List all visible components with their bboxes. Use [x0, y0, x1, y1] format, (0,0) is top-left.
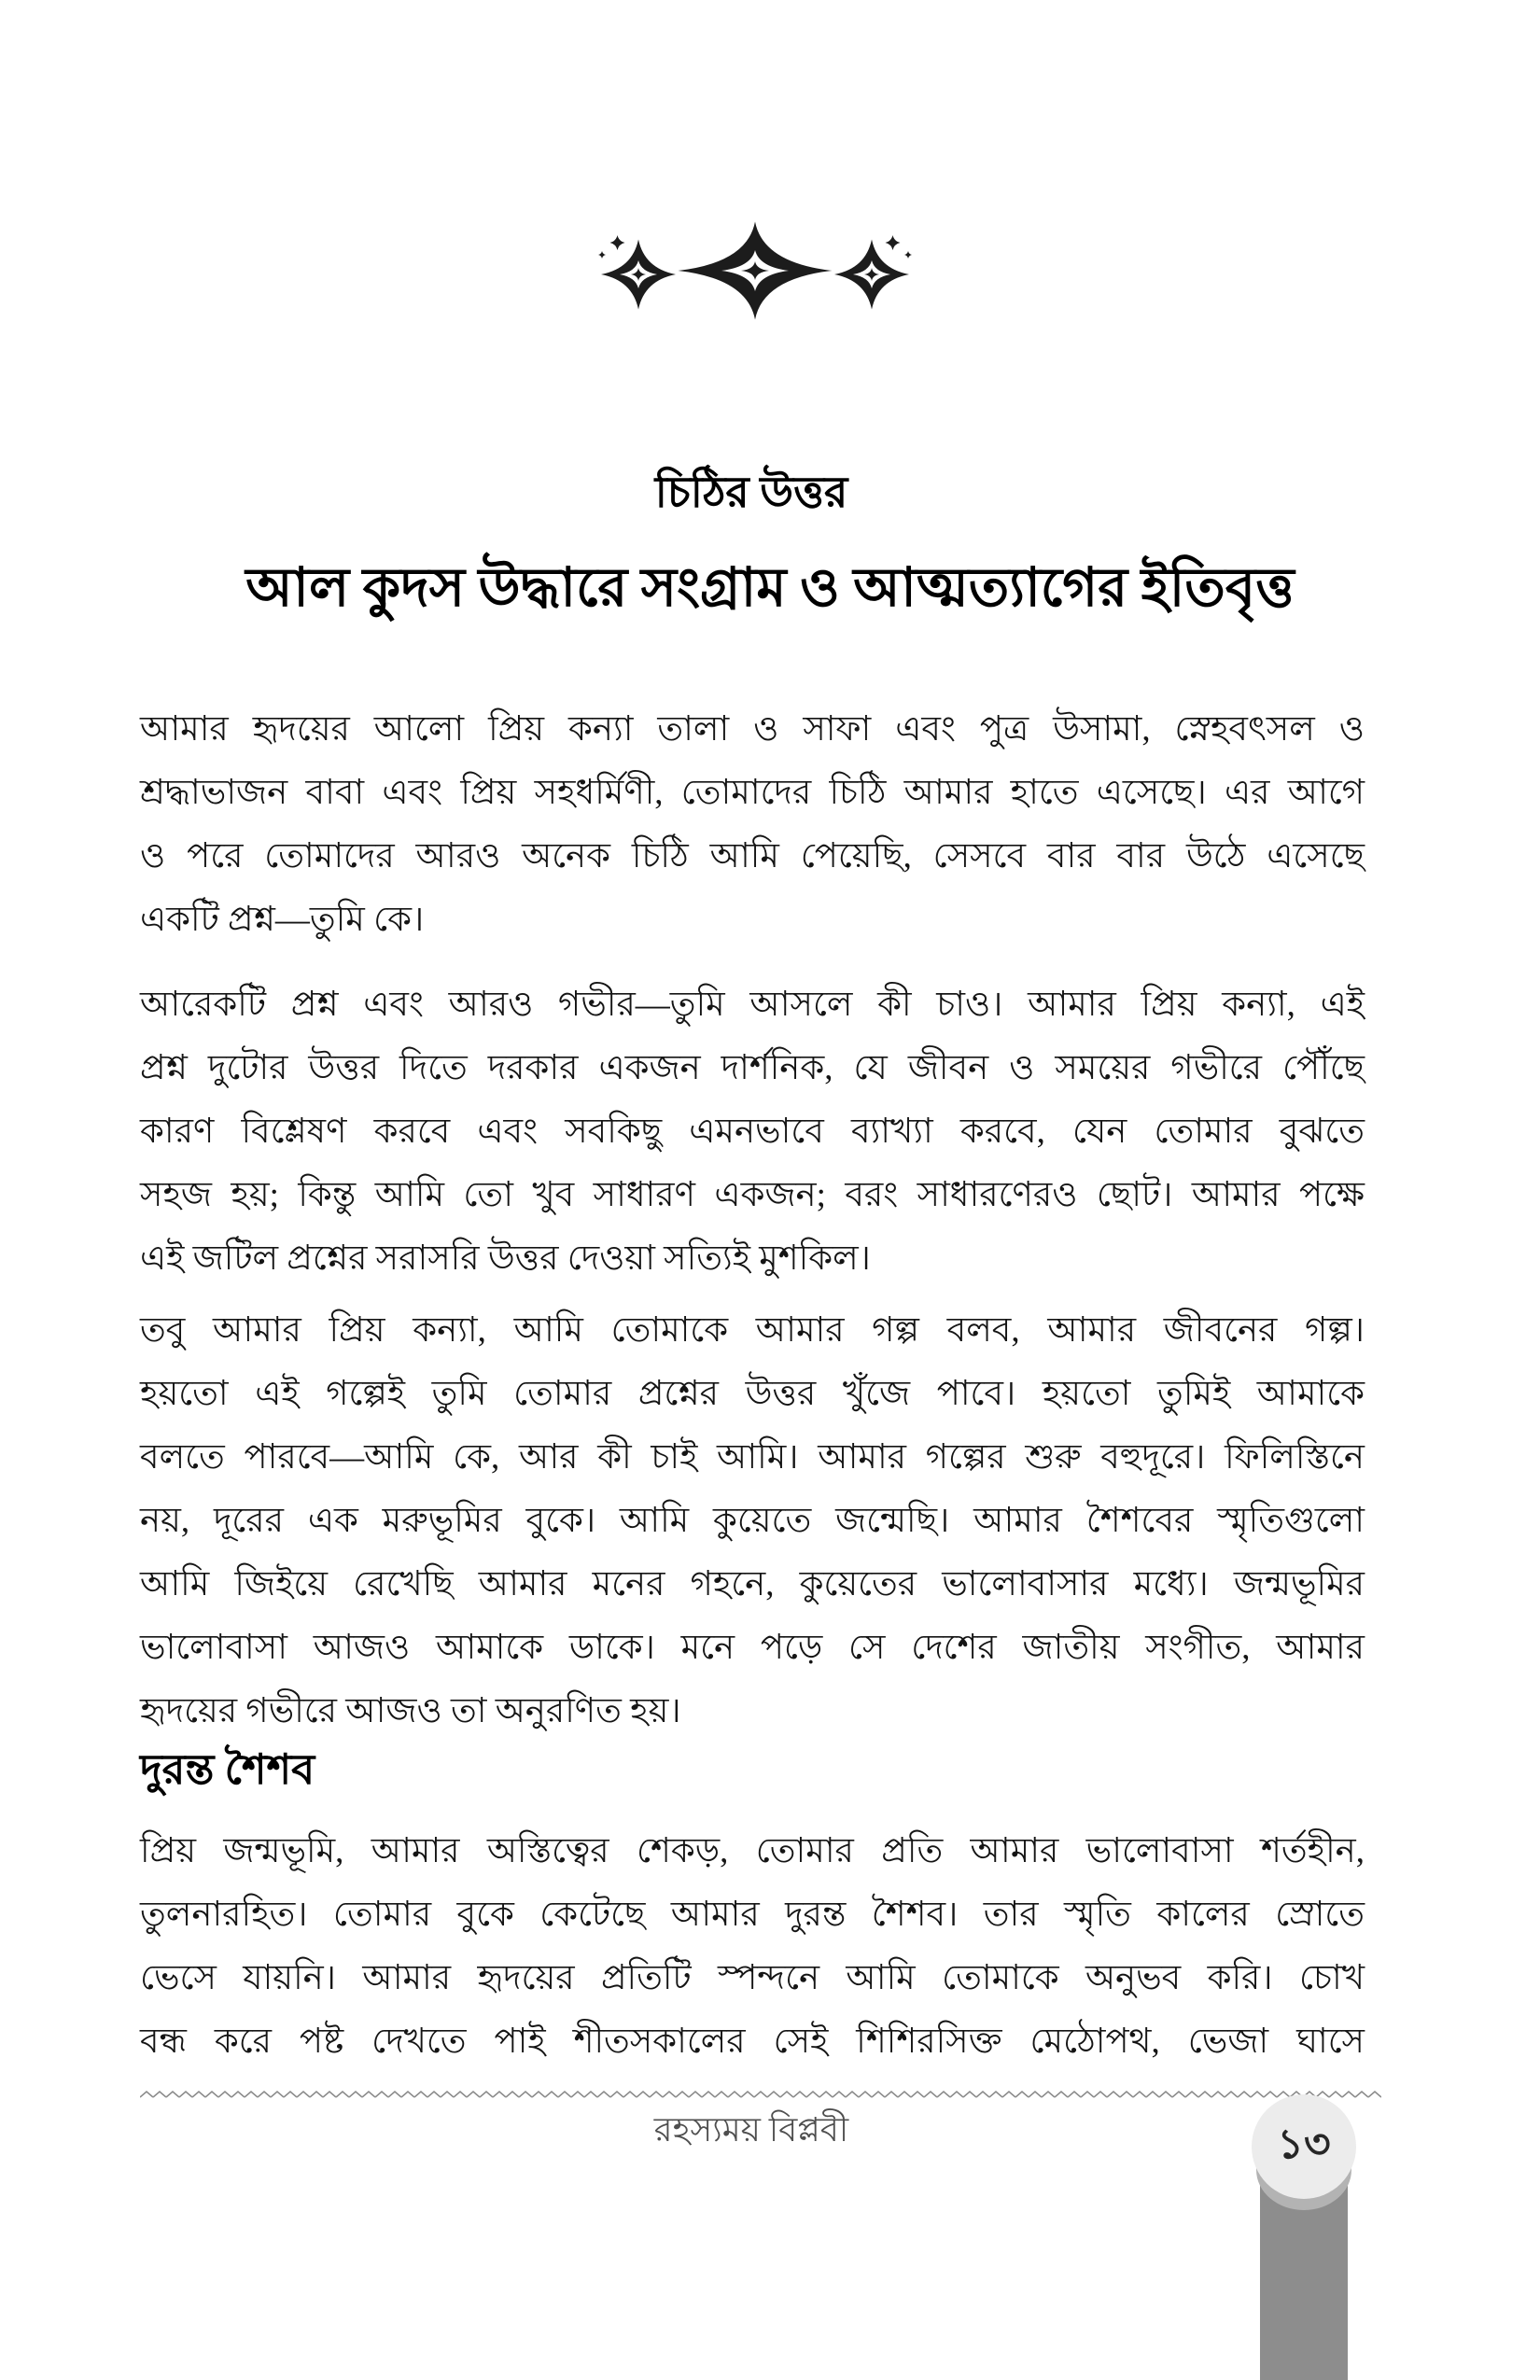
text-line: ভালোবাসা আজও আমাকে ডাকে। মনে পড়ে সে দেশের জাতীয় সংগীত, আমার	[140, 1629, 1365, 1667]
text-line: কারণ বিশ্লেষণ করবে এবং সবকিছু এমনভাবে ব্যাখ্যা করবে, যেন তোমার বুঝতে	[140, 1113, 1365, 1151]
body-paragraph-2	[140, 973, 1365, 1291]
text-line: ভেসে যায়নি। আমার হৃদয়ের প্রতিটি স্পন্দনে আমি তোমাকে অনুভব করি। চোখ	[140, 1959, 1365, 1997]
body-paragraph-3	[140, 1299, 1365, 1743]
body-paragraph-4	[140, 1820, 1365, 2074]
text-line: একটি প্রশ্ন—তুমি কে।	[140, 901, 425, 939]
text-line: আমার হৃদয়ের আলো প্রিয় কন্যা তালা ও সাফা এবং পুত্র উসামা, স্নেহবৎসল ও	[140, 710, 1365, 749]
text-line: আরেকটি প্রশ্ন এবং আরও গভীর—তুমি আসলে কী চাও। আমার প্রিয় কন্যা, এই	[140, 986, 1365, 1024]
page-number: ১৩	[1277, 2121, 1331, 2167]
section-subheading: দুরন্ত শৈশব	[140, 1746, 315, 1793]
ornament-stars-icon	[578, 215, 932, 327]
body-paragraph-1	[140, 698, 1365, 952]
text-line: নয়, দূরের এক মরুভূমির বুকে। আমি কুয়েতে জন্মেছি। আমার শৈশবের স্মৃতিগুলো	[140, 1502, 1365, 1540]
text-line: এই জটিল প্রশ্নের সরাসরি উত্তর দেওয়া সত্যিই মুশকিল।	[140, 1239, 871, 1278]
text-line: হয়তো এই গল্পেই তুমি তোমার প্রশ্নের উত্তর খুঁজে পাবে। হয়তো তুমিই আমাকে	[140, 1375, 1365, 1413]
text-line: সহজ হয়; কিন্তু আমি তো খুব সাধারণ একজন; বরং সাধারণেরও ছোট। আমার পক্ষে	[140, 1176, 1365, 1214]
chapter-kicker: চিঠির উত্তর	[654, 469, 848, 516]
page-number-badge	[1252, 2094, 1356, 2199]
running-book-title: রহস্যময় বিপ্লবী	[653, 2111, 849, 2149]
text-line: আমি জিইয়ে রেখেছি আমার মনের গহনে, কুয়েতের ভালোবাসার মধ্যে। জন্মভূমির	[140, 1565, 1365, 1603]
text-line: তবু আমার প্রিয় কন্যা, আমি তোমাকে আমার গল্প বলব, আমার জীবনের গল্প।	[140, 1311, 1365, 1350]
text-line: ও পরে তোমাদের আরও অনেক চিঠি আমি পেয়েছি, সেসবে বার বার উঠে এসেছে	[140, 837, 1365, 875]
text-line: বন্ধ করে পষ্ট দেখতে পাই শীতসকালের সেই শিশিরসিক্ত মেঠোপথ, ভেজা ঘাসে	[140, 2023, 1365, 2061]
text-line: প্রশ্ন দুটোর উত্তর দিতে দরকার একজন দার্শনিক, যে জীবন ও সময়ের গভীরে পৌঁছে	[140, 1049, 1365, 1087]
text-line: হৃদয়ের গভীরে আজও তা অনুরণিত হয়।	[140, 1692, 681, 1730]
text-line: শ্রদ্ধাভাজন বাবা এবং প্রিয় সহধর্মিণী, তোমাদের চিঠি আমার হাতে এসেছে। এর আগে	[140, 774, 1365, 812]
page-title: আল কুদস উদ্ধারে সংগ্রাম ও আত্মত্যাগের ইতিবৃত্ত	[245, 557, 1295, 618]
text-line: বলতে পারবে—আমি কে, আর কী চাই আমি। আমার গল্পের শুরু বহুদূরে। ফিলিস্তিনে	[140, 1438, 1365, 1477]
text-line: তুলনারহিত। তোমার বুকে কেটেছে আমার দুরন্ত শৈশব। তার স্মৃতি কালের স্রোতে	[140, 1896, 1365, 1934]
text-line: প্রিয় জন্মভূমি, আমার অস্তিত্বের শেকড়, তোমার প্রতি আমার ভালোবাসা শর্তহীন,	[140, 1832, 1365, 1870]
footer-zigzag-divider	[140, 2089, 1381, 2100]
